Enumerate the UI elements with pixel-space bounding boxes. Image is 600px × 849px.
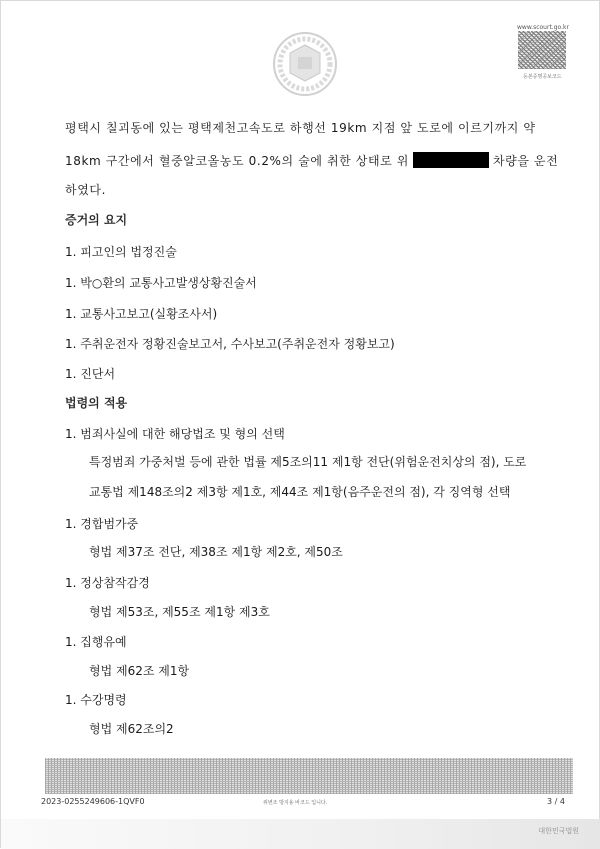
court-seal-icon (272, 31, 338, 97)
law-item-title: 1. 수강명령 (65, 693, 127, 707)
paragraph-text: 18km 구간에서 혈중알코올농도 0.2%의 술에 취한 상태로 위 (65, 154, 409, 168)
section-heading: 증거의 요지 (65, 213, 128, 227)
barcode-notice: 위변조 방지용 바코드 입니다. (263, 800, 328, 806)
court-logo-text: 대한민국법원 (538, 827, 579, 835)
evidence-item: 1. 박○환의 교통사고발생상황진술서 (65, 276, 257, 290)
page-number: 3 / 4 (547, 797, 565, 806)
law-item-text: 교통법 제148조의2 제3항 제1호, 제44조 제1항(음주운전의 점), 각 징역형 선택 (89, 485, 511, 499)
document-id: 2023-0255249606-1QVF0 (41, 797, 145, 806)
law-item-title: 1. 정상참작감경 (65, 576, 150, 590)
qr-code (518, 31, 566, 69)
evidence-item: 1. 교통사고보고(실황조사서) (65, 307, 218, 321)
law-item-text: 형법 제53조, 제55조 제1항 제3호 (89, 605, 270, 619)
law-item-text: 특정범죄 가중처벌 등에 관한 법률 제5조의11 제1항 전단(위험운전치상의 점), 도로 (89, 455, 527, 469)
qr-caption: 등본증명공보코드 (523, 74, 562, 80)
court-website: www.scourt.go.kr (517, 24, 569, 31)
anti-forgery-barcode (45, 758, 573, 794)
paragraph-line: 평택시 칠괴동에 있는 평택제천고속도로 하행선 19km 지점 앞 도로에 이르기까지 약 (65, 121, 536, 135)
evidence-item: 1. 주취운전자 정황진술보고서, 수사보고(주취운전자 정황보고) (65, 337, 395, 351)
paragraph-text: 차량을 운전 (492, 154, 559, 168)
section-heading: 법령의 적용 (65, 396, 128, 410)
evidence-item: 1. 피고인의 법정진술 (65, 245, 177, 259)
law-item-text: 형법 제62조의2 (89, 722, 174, 736)
law-item-text: 형법 제37조 전단, 제38조 제1항 제2호, 제50조 (89, 545, 343, 559)
evidence-item: 1. 진단서 (65, 367, 116, 381)
law-item-title: 1. 집행유예 (65, 635, 127, 649)
paragraph-line: 하였다. (65, 183, 106, 197)
law-item-text: 형법 제62조 제1항 (89, 664, 190, 678)
law-item-title: 1. 범죄사실에 대한 해당법조 및 형의 선택 (65, 427, 285, 441)
law-item-title: 1. 경합범가중 (65, 517, 139, 531)
footer-band (1, 819, 600, 849)
paragraph-line (65, 152, 558, 169)
redaction-box (413, 152, 489, 168)
